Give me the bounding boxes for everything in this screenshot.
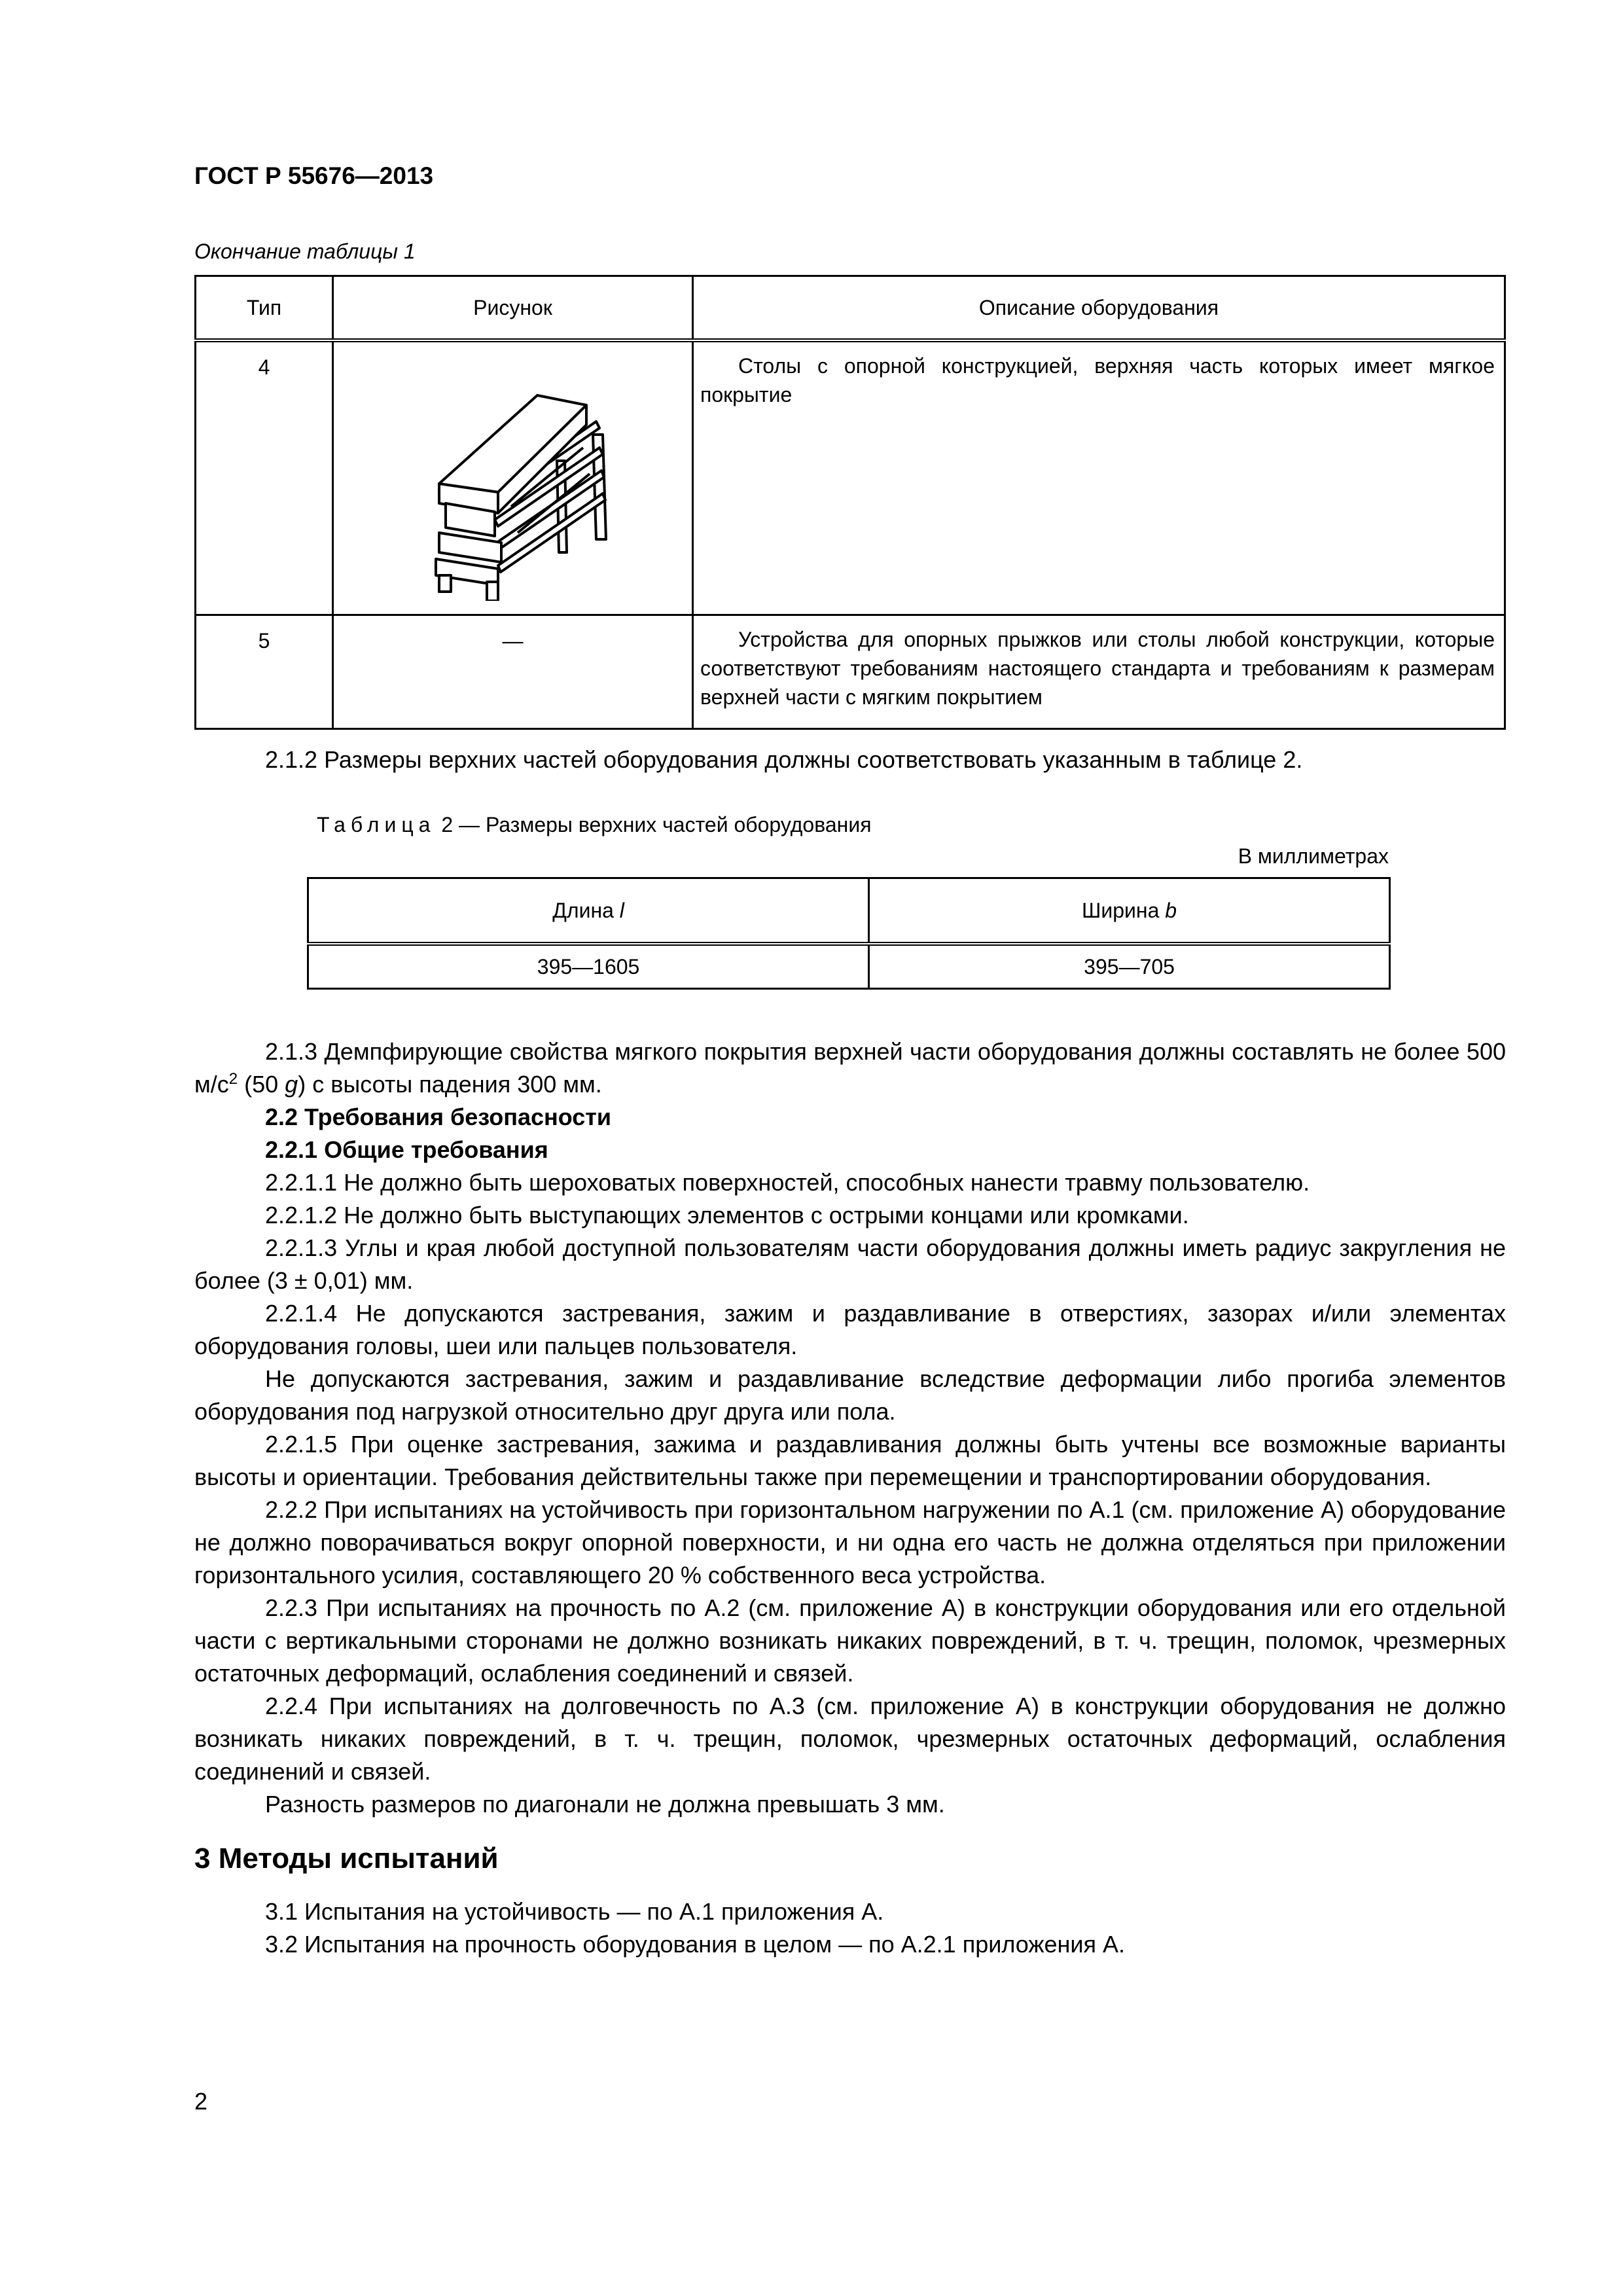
- length-value: 395—1605: [308, 944, 869, 989]
- width-label: Ширина: [1082, 898, 1166, 922]
- width-variable: b: [1165, 898, 1177, 922]
- paragraph: 2.2.4 При испытаниях на долговечность по А.3 (см. приложение А) в конструкции оборудования не должно возникать никаких повреждений, в т. ч. трещин, поломок, чрезмерных остаточных деформаций, ослабления соединений и связей.: [194, 1693, 1506, 1785]
- paragraph: Разность размеров по диагонали не должна превышать 3 мм.: [265, 1791, 945, 1818]
- p213-text: ) с высоты падения 300 мм.: [298, 1071, 602, 1098]
- paragraph: 2.2.1.4 Не допускаются застревания, зажим и раздавливание в отверстиях, зазорах и/или элементах оборудования головы, шеи или пальцев пользователя.: [194, 1300, 1506, 1359]
- paragraph: 2.2.1.3 Углы и края любой доступной пользователям части оборудования должны иметь радиус закругления не более (3 ± 0,01) мм.: [194, 1234, 1506, 1294]
- vaulting-table-drawing-icon: [334, 343, 691, 601]
- paragraph: 2.2.1.1 Не должно быть шероховатых поверхностей, способных нанести травму пользователю.: [265, 1169, 1310, 1196]
- table-row: [196, 340, 1505, 615]
- paragraph: 3.2 Испытания на прочность оборудования в целом — по А.2.1 приложения А.: [265, 1931, 1125, 1958]
- paragraph-2-1-3: [194, 1035, 1506, 1101]
- table2-units: В миллиметрах: [1238, 844, 1389, 868]
- table-row: [308, 944, 1390, 989]
- table-row: [196, 615, 1505, 729]
- column-header-length: [308, 878, 869, 944]
- description-cell: Устройства для опорных прыжков или столы любой конструкции, которые соответствуют требованиям настоящего стандарта и требованиям к размерам верхней части с мягким покрытием: [693, 615, 1505, 729]
- length-label: Длина: [552, 898, 620, 922]
- paragraph: 2.2.3 При испытаниях на прочность по А.2 (см. приложение А) в конструкции оборудования или его отдельной части с вертикальными сторонами не должно возникать никаких повреждений, в т. ч. трещин, поломок, чрезмерных остаточных деформаций, ослабления соединений и связей.: [194, 1594, 1506, 1687]
- type-cell: 4: [196, 340, 333, 615]
- body-text: [194, 1035, 1506, 1961]
- p213-text: (50: [238, 1071, 285, 1098]
- table2-caption: [317, 813, 872, 837]
- paragraph-2-1-2: 2.1.2 Размеры верхних частей оборудования должны соответствовать указанным в таблице 2.: [265, 746, 1303, 773]
- table-header-row: [308, 878, 1390, 944]
- table1-caption: Окончание таблицы 1: [194, 240, 416, 263]
- length-variable: l: [619, 898, 624, 922]
- table-2: [307, 877, 1391, 990]
- paragraph: 2.2.2 При испытаниях на устойчивость при горизонтальном нагружении по А.1 (см. приложение А) оборудование не должно поворачиваться вокруг опорной поверхности, и ни одна его часть не должна отделяться при приложении горизонтального усилия, составляющего 20 % собственного веса устройства.: [194, 1496, 1506, 1588]
- paragraph-list: [194, 1101, 1506, 1961]
- description-cell: Столы с опорной конструкцией, верхняя часть которых имеет мягкое покрытие: [693, 340, 1505, 615]
- p213-text: 2.1.3 Демпфирующие свойства мягкого покрытия верхней части оборудования должны составлять не более 500 м/с: [194, 1038, 1506, 1098]
- figure-cell: —: [333, 615, 693, 729]
- column-header-width: [869, 878, 1390, 944]
- column-header-type: Тип: [196, 276, 333, 341]
- paragraph: Не допускаются застревания, зажим и раздавливание вследствие деформации либо прогиба элементов оборудования под нагрузкой относительно друг друга или пола.: [194, 1365, 1506, 1425]
- table-header-row: [196, 276, 1505, 341]
- width-value: 395—705: [869, 944, 1390, 989]
- table-1: [194, 275, 1506, 730]
- p213-superscript: 2: [228, 1070, 238, 1088]
- table2-caption-title: 2 — Размеры верхних частей оборудования: [435, 813, 872, 836]
- section-heading: 2.2.1 Общие требования: [265, 1136, 548, 1163]
- p213-g-unit: g: [285, 1071, 298, 1098]
- table2-caption-label: Таблица: [317, 813, 436, 836]
- section-heading: 2.2 Требования безопасности: [265, 1103, 612, 1130]
- page-number: 2: [194, 2088, 208, 2115]
- column-header-description: Описание оборудования: [693, 276, 1505, 341]
- paragraph: 2.2.1.2 Не должно быть выступающих элементов с острыми концами или кромками.: [265, 1202, 1189, 1229]
- section-heading: 3 Методы испытаний: [194, 1842, 499, 1874]
- paragraph: 2.2.1.5 При оценке застревания, зажима и раздавливания должны быть учтены все возможные варианты высоты и ориентации. Требования действительны также при перемещении и транспортировании оборудования.: [194, 1431, 1506, 1490]
- type-cell: 5: [196, 615, 333, 729]
- figure-cell: [333, 340, 693, 615]
- column-header-figure: Рисунок: [333, 276, 693, 341]
- document-header: ГОСТ Р 55676—2013: [194, 162, 434, 189]
- paragraph: 3.1 Испытания на устойчивость — по А.1 приложения А.: [265, 1898, 884, 1925]
